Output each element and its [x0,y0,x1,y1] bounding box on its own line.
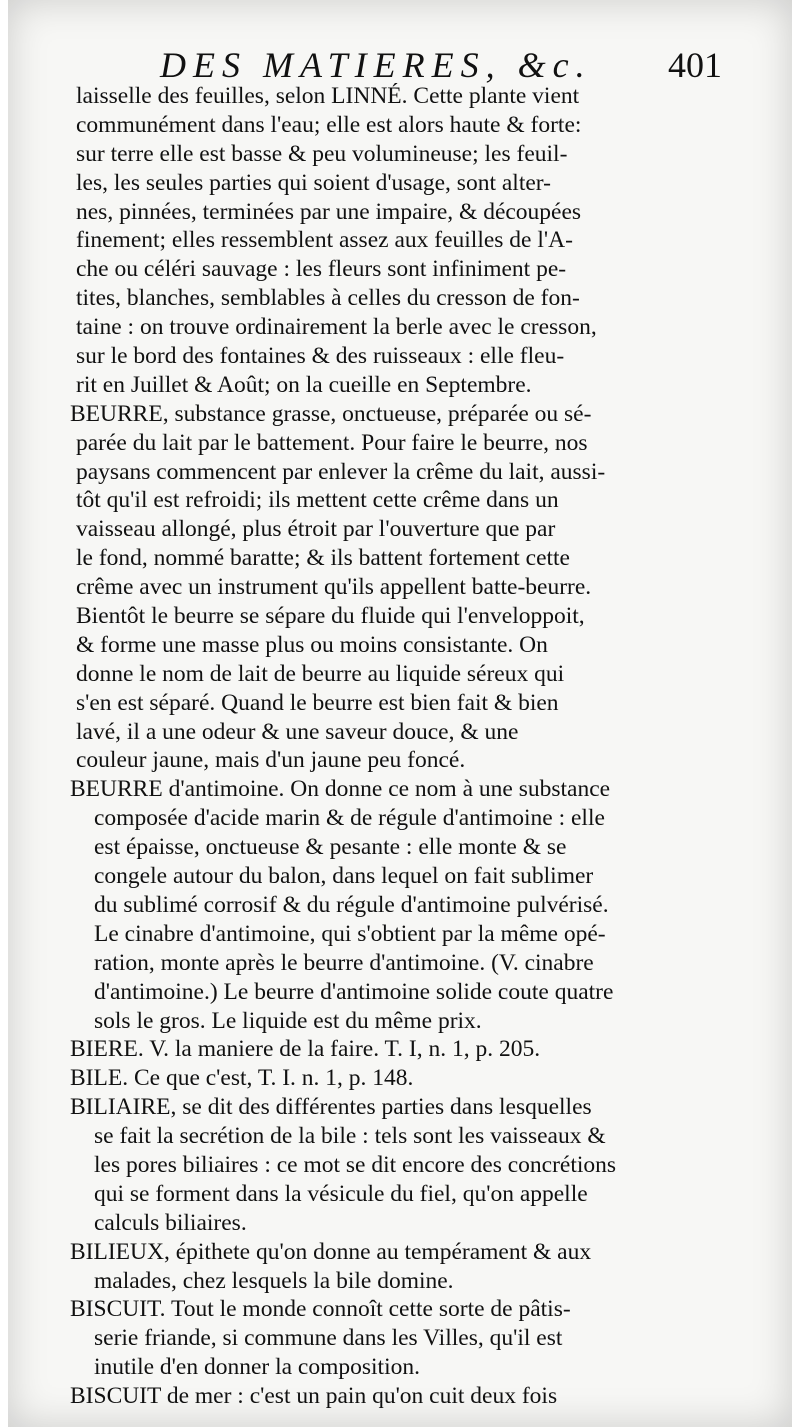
running-title: DES MATIERES, &c. [160,45,592,85]
text-line: couleur jaune, mais d'un jaune peu foncé. [76,747,466,774]
text-line: parée du lait par le battement. Pour faire le beurre, nos [76,429,588,456]
text-line: les pores biliaires : ce mot se dit encore des concrétions [94,1151,617,1178]
entry-heading-line: BISCUIT de mer : c'est un pain qu'on cuit deux fois [70,1383,558,1410]
text-line: taine : on trouve ordinairement la berle avec le cresson, [76,314,597,341]
text-line: est épaisse, onctueuse & pesante : elle monte & se [94,834,567,861]
text-line: laisselle des feuilles, selon LINNÉ. Cette plante vient [76,83,580,109]
text-line: sols le gros. Le liquide est du même prix. [94,1007,482,1034]
text-line: vaisseau allongé, plus étroit par l'ouverture que par [76,516,556,543]
entry-heading-line: BIERE. V. la maniere de la faire. T. I, n. 1, p. 205. [70,1036,541,1063]
entry-heading-line: BEURRE, substance grasse, onctueuse, préparée ou sé- [70,400,592,427]
index-text [48,82,784,1411]
page-number: 401 [668,45,722,85]
text-line: tites, blanches, semblables à celles du cresson de fon- [76,285,580,312]
text-line: qui se forment dans la vésicule du fiel, qu'on appelle [94,1180,588,1207]
text-line: ration, monte après le beurre d'antimoine. (V. cinabre [94,949,594,976]
text-line: sur terre elle est basse & peu volumineuse; les feuil- [76,140,568,167]
book-page [8,0,792,1427]
text-line: & forme une masse plus ou moins consistante. On [76,631,548,658]
text-line: malades, chez lesquels la bile domine. [94,1267,454,1294]
text-line: s'en est séparé. Quand le beurre est bien fait & bien [76,689,559,716]
text-line: sur le bord des fontaines & des ruisseaux : elle fleu- [76,343,565,370]
text-line: paysans commencent par enlever la crême du lait, aussi- [76,458,606,485]
text-line: donne le nom de lait de beurre au liquide séreux qui [76,660,565,687]
entry-heading-line: BILIEUX, épithete qu'on donne au tempérament & aux [70,1238,592,1265]
text-line: tôt qu'il est refroidi; ils mettent cette crême dans un [76,487,559,514]
text-line: finement; elles ressemblent assez aux feuilles de l'A- [76,227,573,254]
entry-heading-line: BILIAIRE, se dit des différentes parties dans lesquelles [70,1094,592,1121]
text-line: che ou céléri sauvage : les fleurs sont infiniment pe- [76,256,567,283]
text-line: communément dans l'eau; elle est alors haute & forte: [76,111,582,138]
text-line: le fond, nommé baratte; & ils battent fortement cette [76,545,570,572]
text-line: se fait la secrétion de la bile : tels sont les vaisseaux & [94,1123,606,1150]
text-line: Bientôt le beurre se sépare du fluide qui l'enveloppoit, [76,603,585,630]
text-line: Le cinabre d'antimoine, qui s'obtient par la même opé- [94,920,606,947]
text-line: calculs biliaires. [94,1209,247,1236]
text-line: nes, pinnées, terminées par une impaire, & découpées [76,198,582,225]
text-line: composée d'acide marin & de régule d'antimoine : elle [94,805,605,832]
text-line: inutile d'en donner la composition. [94,1354,420,1381]
text-line: congele autour du balon, dans lequel on fait sublimer [94,863,594,890]
text-line: crême avec un instrument qu'ils appellent batte-beurre. [76,574,592,601]
entry-heading-line: BILE. Ce que c'est, T. I. n. 1, p. 148. [70,1065,414,1092]
text-line: rit en Juillet & Août; on la cueille en Septembre. [76,371,532,398]
entry-heading-line: BISCUIT. Tout le monde connoît cette sorte de pâtis- [70,1296,571,1323]
text-line: serie friande, si commune dans les Villes, qu'il est [94,1325,563,1352]
text-line: lavé, il a une odeur & une saveur douce, & une [76,718,519,745]
text-line: les, les seules parties qui soient d'usage, sont alter- [76,169,551,196]
text-line: du sublimé corrosif & du régule d'antimoine pulvérisé. [94,891,609,918]
text-line: d'antimoine.) Le beurre d'antimoine solide coute quatre [94,978,614,1005]
entry-heading-line: BEURRE d'antimoine. On donne ce nom à une substance [70,776,611,803]
